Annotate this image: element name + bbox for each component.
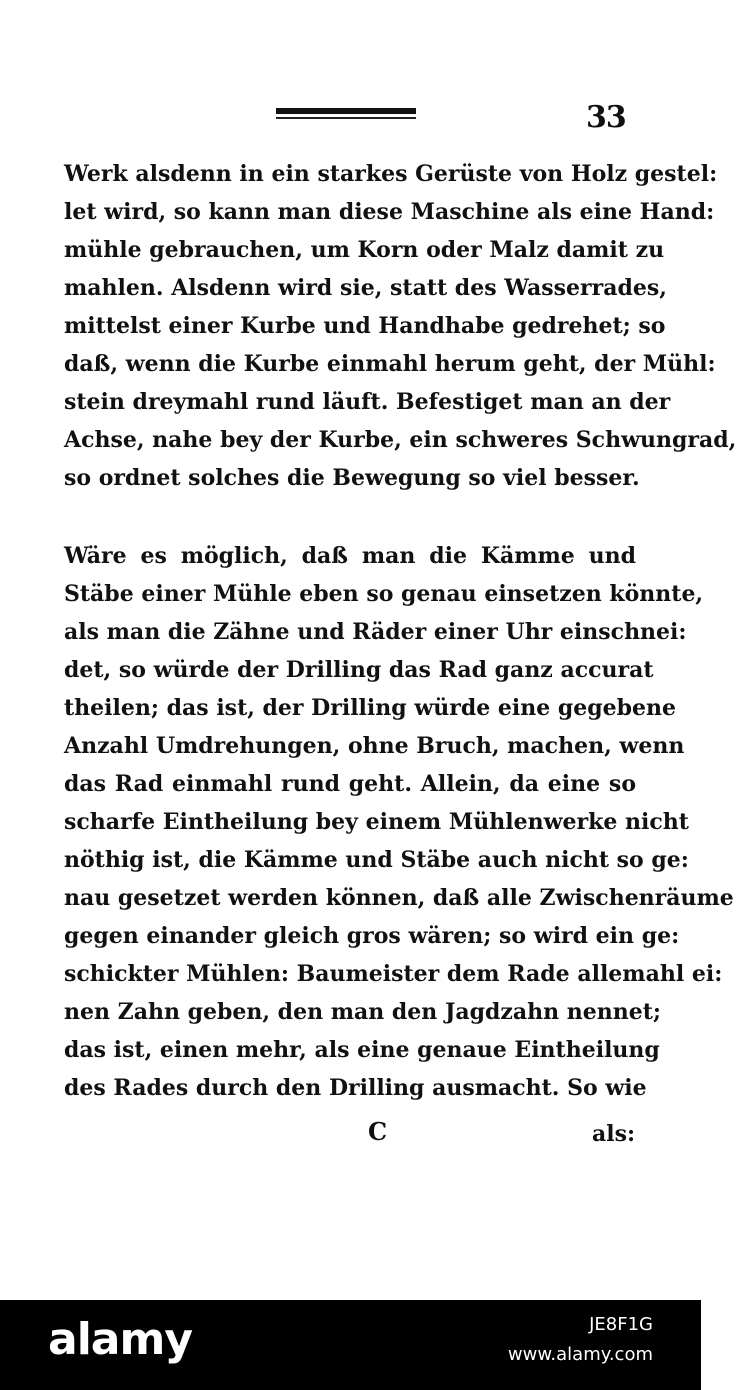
watermark-banner [0,1300,701,1390]
text-line: det, so würde der Drilling das Rad ganz accurat [64,657,654,683]
text-line: daß, wenn die Kurbe einmahl herum geht, der Mühl: [64,351,716,377]
text-line: Werk alsdenn in ein starkes Gerüste von Holz gestel: [64,161,718,187]
header-rule-thin [276,117,416,119]
text-line: mittelst einer Kurbe und Handhabe gedrehet; so [64,313,666,339]
page-number: 33 [586,100,626,135]
text-line: Anzahl Umdrehungen, ohne Bruch, machen, wenn [64,733,685,759]
catchword: als: [592,1121,636,1147]
text-line: das Rad einmahl rund geht. Allein, da eine so [64,771,636,797]
paragraph-1 [64,155,736,497]
text-line: gegen einander gleich gros wären; so wird ein ge: [64,923,680,949]
header-rule-thick [276,108,416,114]
text-line: das ist, einen mehr, als eine genaue Eintheilung [64,1037,660,1063]
site-url: www.alamy.com [507,1344,653,1365]
alamy-logo: alamy [48,1314,192,1365]
text-line: stein dreymahl rund läuft. Befestiget man an der [64,389,671,415]
text-line: Stäbe einer Mühle eben so genau einsetzen könnte, [64,581,704,607]
text-line: nöthig ist, die Kämme und Stäbe auch nicht so ge: [64,847,689,873]
text-line: theilen; das ist, der Drilling würde eine gegebene [64,695,677,721]
text-line: scharfe Eintheilung bey einem Mühlenwerke nicht [64,809,689,835]
text-line: als man die Zähne und Räder einer Uhr einschnei: [64,619,687,645]
text-line: let wird, so kann man diese Maschine als eine Hand: [64,199,715,225]
text-line: nau gesetzet werden können, daß alle Zwischenräume [64,885,734,911]
text-line: mühle gebrauchen, um Korn oder Malz damit zu [64,237,665,263]
page-footer [0,1117,701,1157]
image-id: JE8F1G [589,1314,653,1335]
text-line: des Rades durch den Drilling ausmacht. So wie [64,1075,647,1101]
signature-mark: C [368,1117,388,1146]
text-line: Wäre es möglich, daß man die Kämme und [64,543,636,569]
text-line: mahlen. Alsdenn wird sie, statt des Wasserrades, [64,275,667,301]
header-rule [276,108,416,122]
text-line: nen Zahn geben, den man den Jagdzahn nennet; [64,999,662,1025]
text-line: schickter Mühlen: Baumeister dem Rade allemahl ei: [64,961,723,987]
text-line: so ordnet solches die Bewegung so viel besser. [64,465,640,491]
text-line: Achse, nahe bey der Kurbe, ein schweres Schwungrad, [64,427,736,453]
paragraph-2 [64,537,734,1107]
